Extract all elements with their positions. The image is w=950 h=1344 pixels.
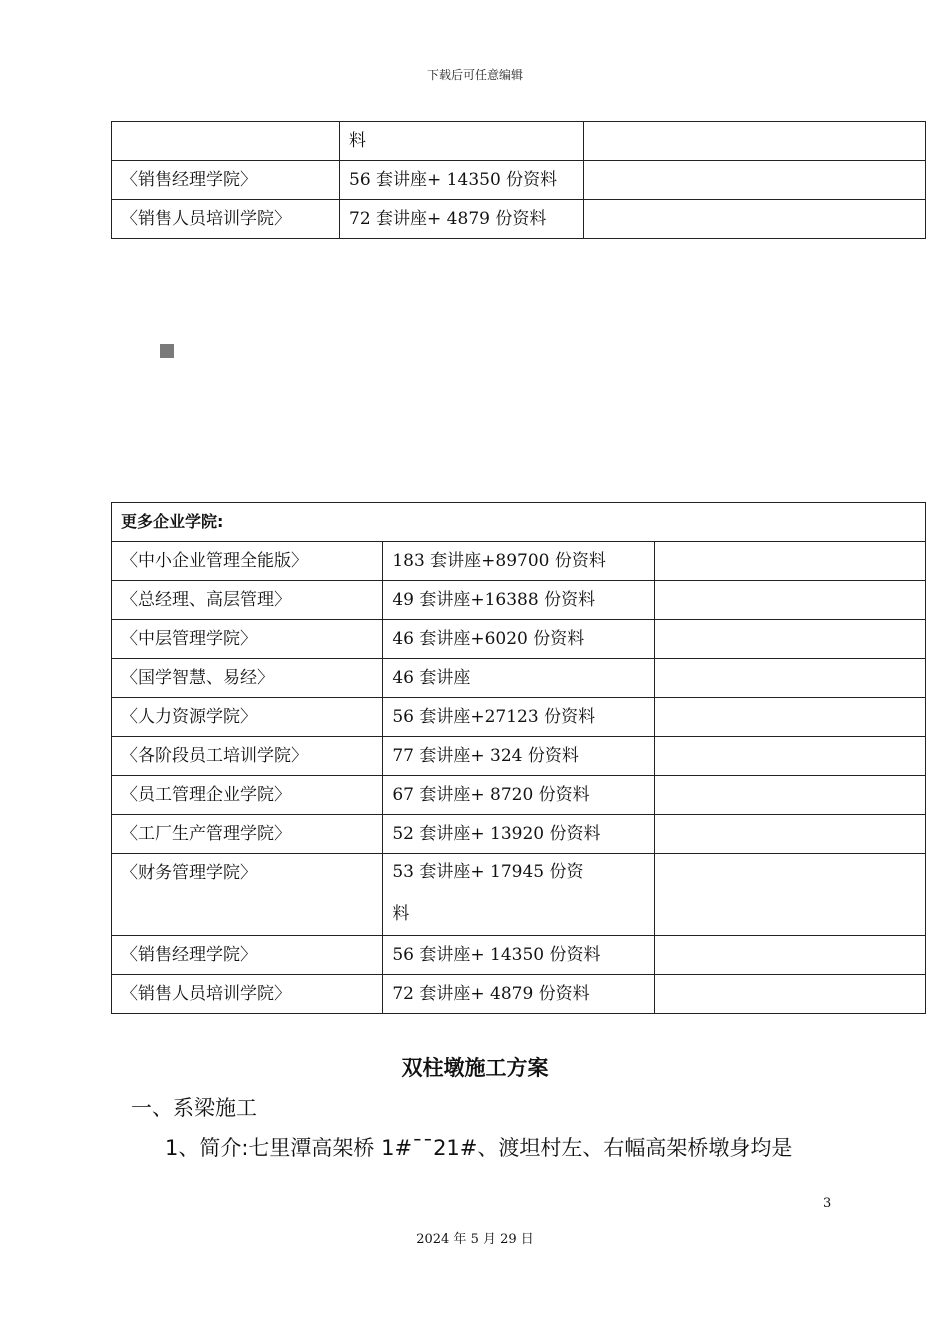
document-title: 双柱墩施工方案 [401,1056,549,1080]
table-cell-content: 52 套讲座+ 13920 份资料 [383,815,654,854]
table-cell-extra [654,936,925,975]
table-cell-name: 〈中层管理学院〉 [112,620,383,659]
table-cell-content: 77 套讲座+ 324 份资料 [383,737,654,776]
table-cell-name: 〈财务管理学院〉 [112,854,383,936]
table-cell-extra [654,815,925,854]
page-header: 下载后可任意编辑 [426,68,523,82]
table-cell-content [383,854,654,936]
table-row [112,161,926,200]
table-cell-content-line: 53 套讲座+ 17945 份资 [392,862,584,882]
table-cell-name: 〈员工管理企业学院〉 [112,776,383,815]
table-cell-name: 〈各阶段员工培训学院〉 [112,737,383,776]
table-cell-content: 49 套讲座+16388 份资料 [383,581,654,620]
table-cell-content: 料 [340,122,584,161]
table-row [112,854,926,936]
table-row [112,815,926,854]
table-row [112,776,926,815]
table-cell-content: 56 套讲座+ 14350 份资料 [340,161,584,200]
table-row [112,659,926,698]
more-academies-table [111,502,926,1014]
table-row [112,122,926,161]
table-cell-name: 〈销售人员培训学院〉 [112,200,340,239]
table-cell-name: 〈国学智慧、易经〉 [112,659,383,698]
table-cell-content-line: 料 [392,904,410,924]
table-cell-name: 〈销售经理学院〉 [112,161,340,200]
table-cell-extra [654,975,925,1014]
table-cell-name: 〈销售人员培训学院〉 [112,975,383,1014]
table-row [112,581,926,620]
table-cell-content: 67 套讲座+ 8720 份资料 [383,776,654,815]
table-row [112,542,926,581]
table-row [112,200,926,239]
table-row [112,975,926,1014]
table-cell-content: 72 套讲座+ 4879 份资料 [383,975,654,1014]
table-cell-extra [654,737,925,776]
table-row [112,936,926,975]
square-bullet-icon [160,344,174,358]
table-cell-name: 〈总经理、高层管理〉 [112,581,383,620]
table-row [112,698,926,737]
table-cell-extra [584,122,926,161]
section-heading: 一、系梁施工 [131,1096,257,1120]
table-cell-name: 〈工厂生产管理学院〉 [112,815,383,854]
table-cell-content: 72 套讲座+ 4879 份资料 [340,200,584,239]
page-footer-date: 2024 年 5 月 29 日 [416,1232,534,1247]
table-cell-extra [654,854,925,936]
table-cell-extra [654,581,925,620]
table-row [112,620,926,659]
table-cell-extra [654,620,925,659]
table-cell-content: 183 套讲座+89700 份资料 [383,542,654,581]
table-heading: 更多企业学院: [112,503,926,542]
paragraph: 1、简介:七里潭高架桥 1#¯¯21#、渡坦村左、右幅高架桥墩身均是 [165,1136,793,1160]
table-cell-extra [584,161,926,200]
table-cell-extra [654,776,925,815]
table-row [112,737,926,776]
table-cell-extra [584,200,926,239]
table-cell-name: 〈人力资源学院〉 [112,698,383,737]
table-cell-content: 56 套讲座+27123 份资料 [383,698,654,737]
page-number: 3 [823,1196,832,1211]
table-heading-row [112,503,926,542]
table-cell-extra [654,542,925,581]
table-cell-name [112,122,340,161]
table-cell-content: 46 套讲座 [383,659,654,698]
table-cell-extra [654,659,925,698]
academy-table-continued [111,121,926,239]
table-cell-name: 〈销售经理学院〉 [112,936,383,975]
table-cell-content: 46 套讲座+6020 份资料 [383,620,654,659]
table-cell-name: 〈中小企业管理全能版〉 [112,542,383,581]
table-cell-content: 56 套讲座+ 14350 份资料 [383,936,654,975]
table-cell-extra [654,698,925,737]
